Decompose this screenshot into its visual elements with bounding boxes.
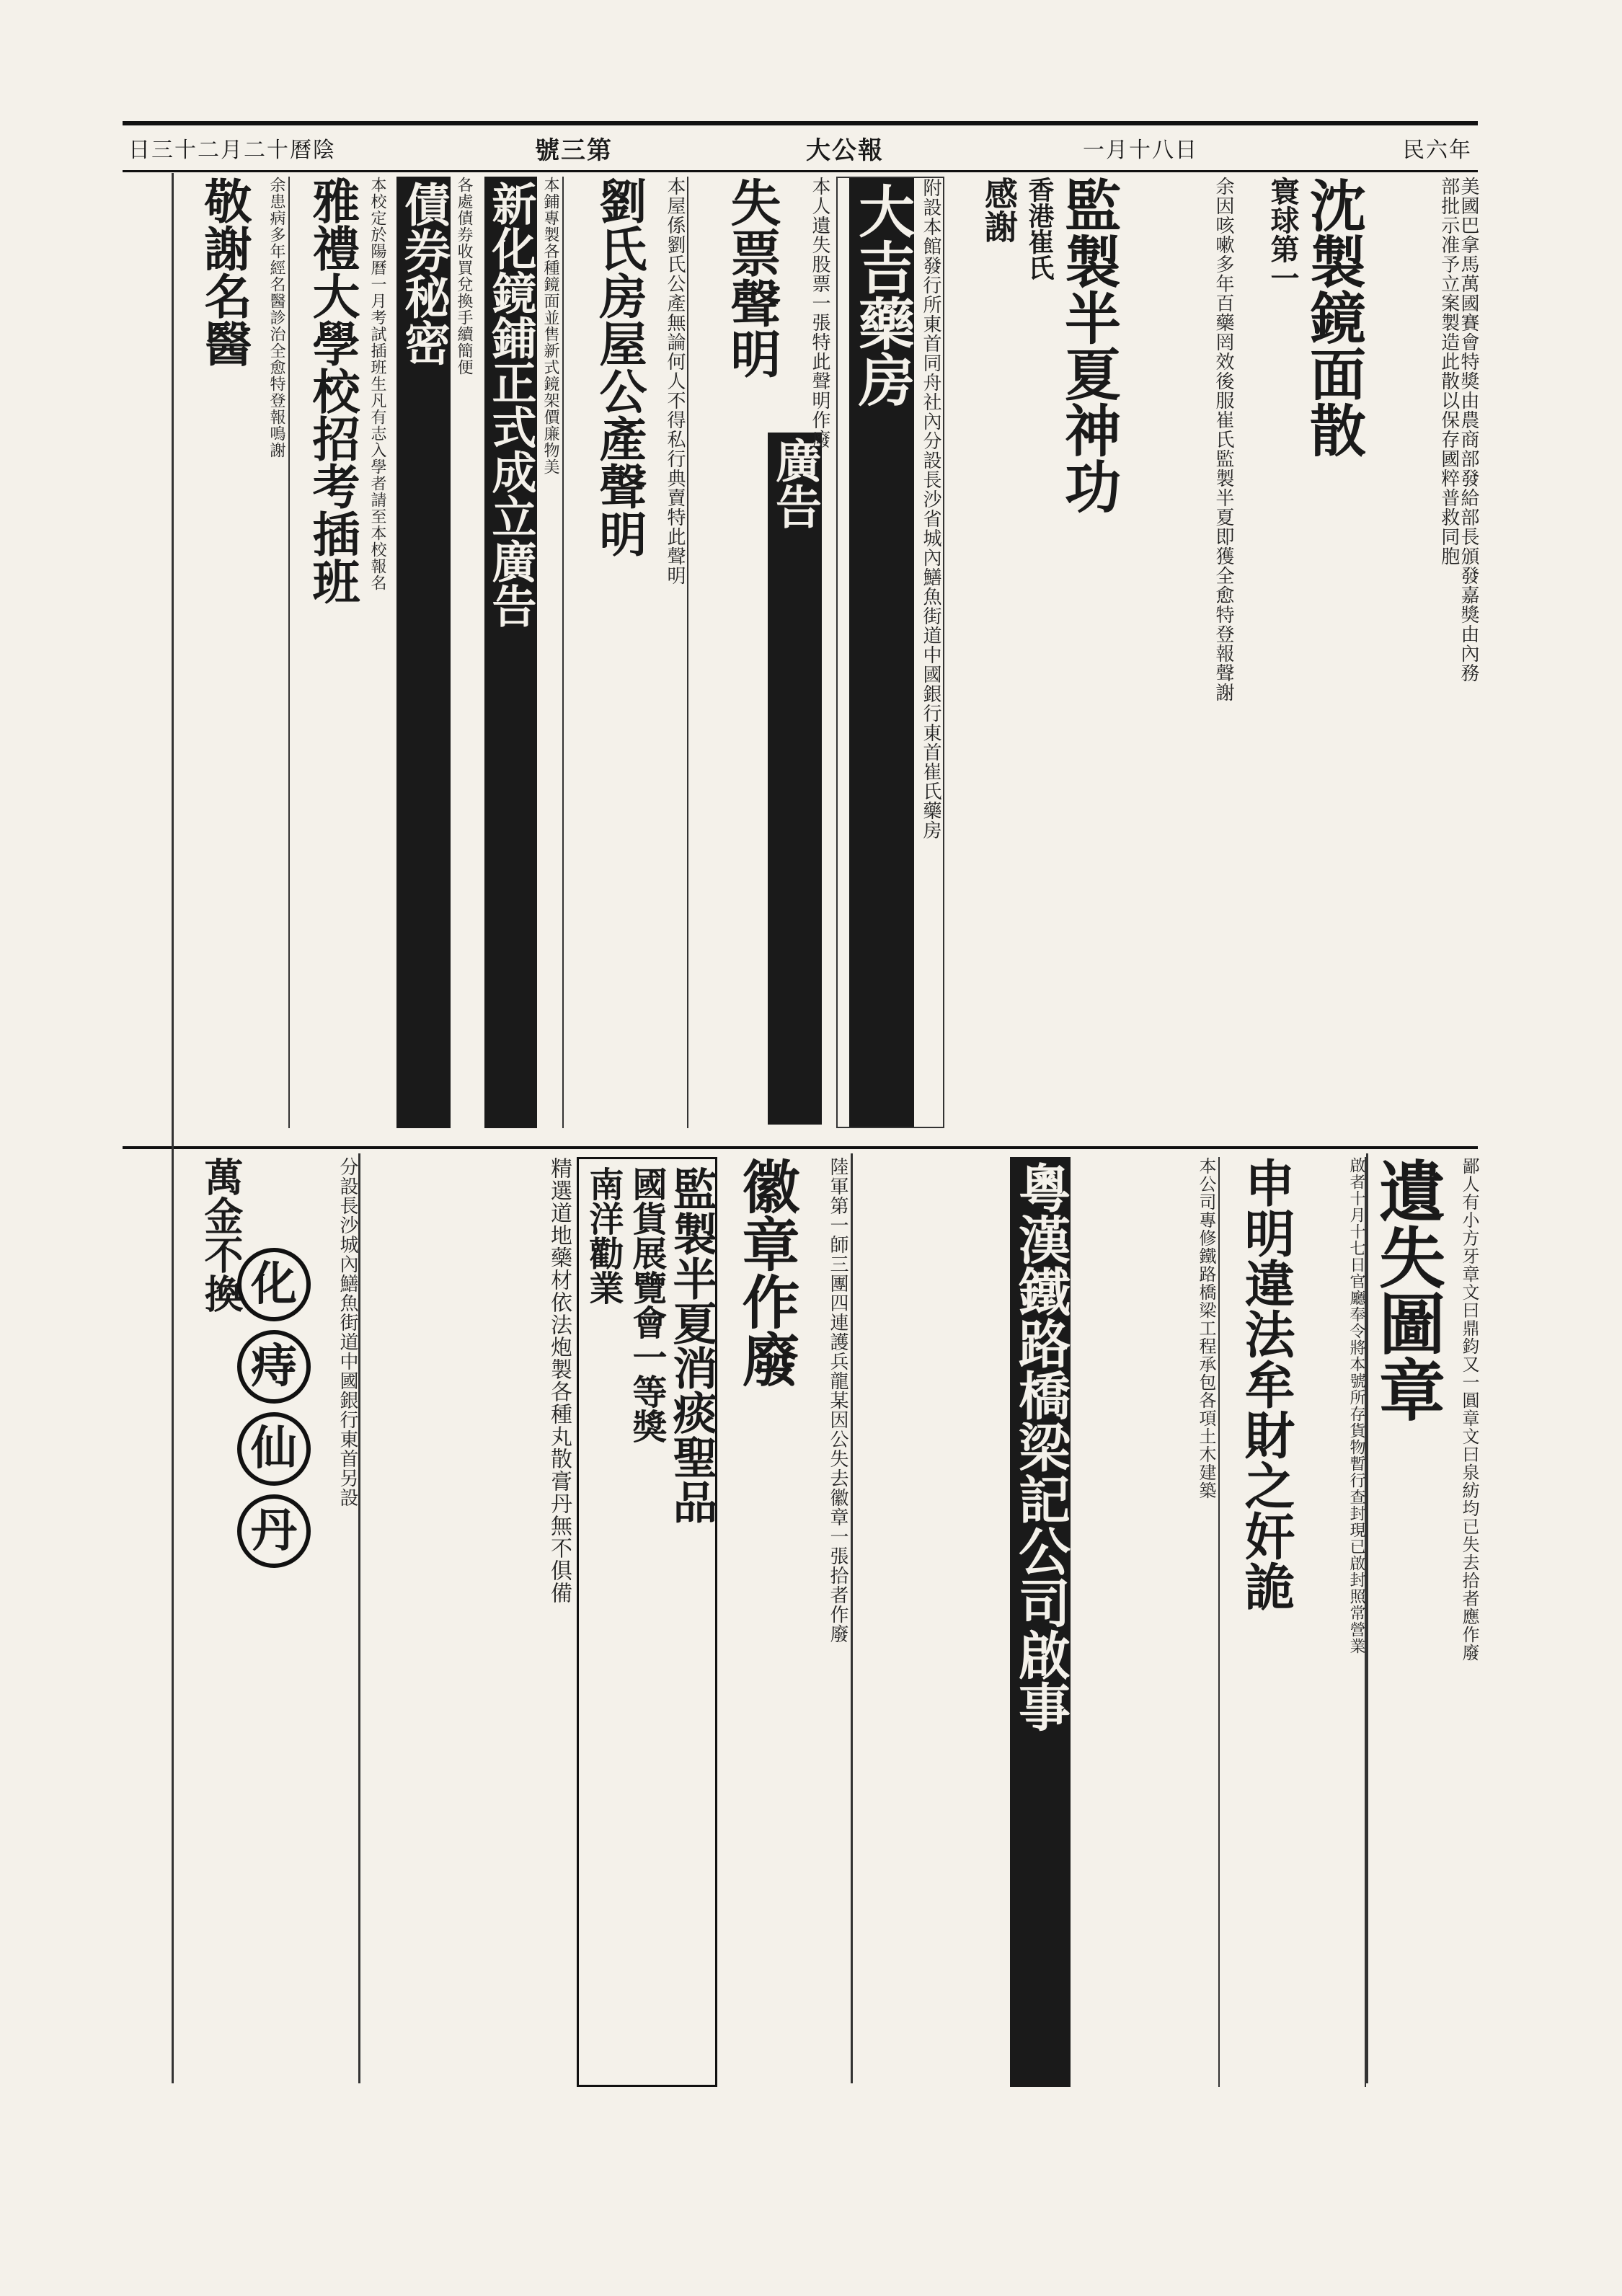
ad-wanjin [173,1157,357,2087]
circle-char-2: 痔 [237,1330,311,1404]
shen-title: 沈製鏡面散 [1300,177,1366,458]
yali-body: 本校定於陽曆一月考試插班生凡有志入學者請至本校報名 [368,177,386,591]
ad-lost-ticket [692,177,829,1128]
issue-label: 號三第 [535,136,613,165]
ad-famous-doctor [173,177,285,1128]
masthead [123,121,1478,172]
ad-illegal-profit [1218,1157,1366,2087]
bond-title: 債券秘密 [396,177,451,1128]
daji-body: 附設本館發行所東首同舟社內分設長沙省城內鱔魚街道中國銀行東首崔氏藥房 [920,178,941,840]
wanjin-circles [234,1244,314,1572]
nanyang-highlight: 監製半夏消痰聖品 [665,1166,718,1524]
wanjin-top: 萬金不換 [198,1157,244,1313]
daji-notice: 廣告 [768,433,822,1125]
railway-body: 本公司專修鐵路橋梁工程承包各項土木建築 [1196,1157,1216,1499]
ad-lost-seal [1370,1157,1478,2087]
ad-bond-notice [389,177,472,1128]
middle-misc-body: 精選道地藥材依法炮製各種丸散膏丹無不俱備 [546,1157,572,1604]
lost-ticket-title: 失票聲明 [722,177,782,378]
ad-xinhua-mirror [476,177,559,1128]
wanjin-body: 分設長沙城內鱔魚街道中國銀行東首另設 [337,1157,358,1507]
doctor-body: 余患病多年經名醫診治全愈特登報鳴謝 [267,177,285,458]
nanyang-title: 國貨展覽會一等獎 [626,1166,667,1443]
circle-char-1: 化 [237,1248,311,1321]
lost-ticket-body: 本人遺失股票一張特此聲明作廢 [809,177,830,449]
railway-title: 粵漢鐵路橋梁記公司啟事 [1010,1157,1071,2087]
nanyang-top: 南洋勸業 [583,1166,624,1305]
divider-3 [358,1153,360,2083]
handwritten-note: 民六年 [1403,138,1472,163]
cui-sub: 香港崔氏 [1024,177,1055,280]
bond-body: 各處債券收買兌換手續簡便 [455,177,473,376]
issue-date: 一月十八日 [1083,138,1198,163]
military-body: 陸軍第一師三團四連護兵龍某因公失去徽章一張拾者作廢 [827,1157,848,1644]
ad-yali-school [288,177,386,1128]
daji-title: 大吉藥房 [849,178,914,1127]
illegal-body: 啟者十月十七日官廳奉令將本號所存貨物暫行查封現已啟封照常營業 [1347,1157,1365,1654]
nanyang-body-wrap [692,2004,693,2005]
illegal-title: 申明違法牟財之奸詭 [1236,1157,1296,1611]
ad-middle-misc [360,1157,573,2087]
shen-body: 美國巴拿馬萬國賽會特獎由農商部發給部長頒發嘉獎由內務部批示准予立案製造此散以保存國粹普救同胞 [1437,177,1479,683]
circle-char-4: 丹 [237,1494,311,1568]
liu-body: 本屋係劉氏公產無論何人不得私行典賣特此聲明 [664,177,686,585]
paper-title: 大公報 [806,136,884,165]
ad-railway [851,1157,1215,2087]
cui-kicker: 感謝 [980,177,1019,243]
divider-1 [1366,1153,1368,2083]
divider-left [172,173,174,2083]
military-title: 徽章作廢 [732,1157,800,1388]
cui-body: 余因咳嗽多年百藥罔效後服崔氏監製半夏即獲全愈特登報聲謝 [1213,177,1234,702]
yali-title: 雅禮大學校招考插班 [304,177,360,605]
ad-military-seal [721,1157,847,2087]
liu-title: 劉氏房屋公產聲明 [591,177,647,557]
lost-seal-body: 鄙人有小方牙章文曰鼎鈞又一圓章文曰泉紡均已失去拾者應作廢 [1459,1157,1479,1662]
circle-char-3: 仙 [237,1412,311,1486]
ad-liu-house [562,177,688,1128]
xinhua-title: 新化鏡鋪正式成立廣告 [484,177,537,1128]
doctor-title: 敬謝名醫 [196,177,252,367]
ad-cui-banxia [952,177,1233,1128]
shen-kicker: 寰球第一 [1266,177,1300,292]
cui-title: 監製半夏神功 [1055,177,1121,514]
divider-2 [851,1153,853,2083]
ad-shen-mirror [1240,177,1478,696]
xinhua-body: 本鋪專製各種鏡面並售新式鏡架價廉物美 [541,177,559,475]
lost-seal-title: 遺失圖章 [1368,1157,1446,1422]
left-date: 日三十二月二十曆陰 [128,138,336,163]
ad-daji-pharmacy [836,177,944,1128]
mid-rule [123,1146,1478,1149]
ad-nanyang-expo [577,1157,717,2087]
